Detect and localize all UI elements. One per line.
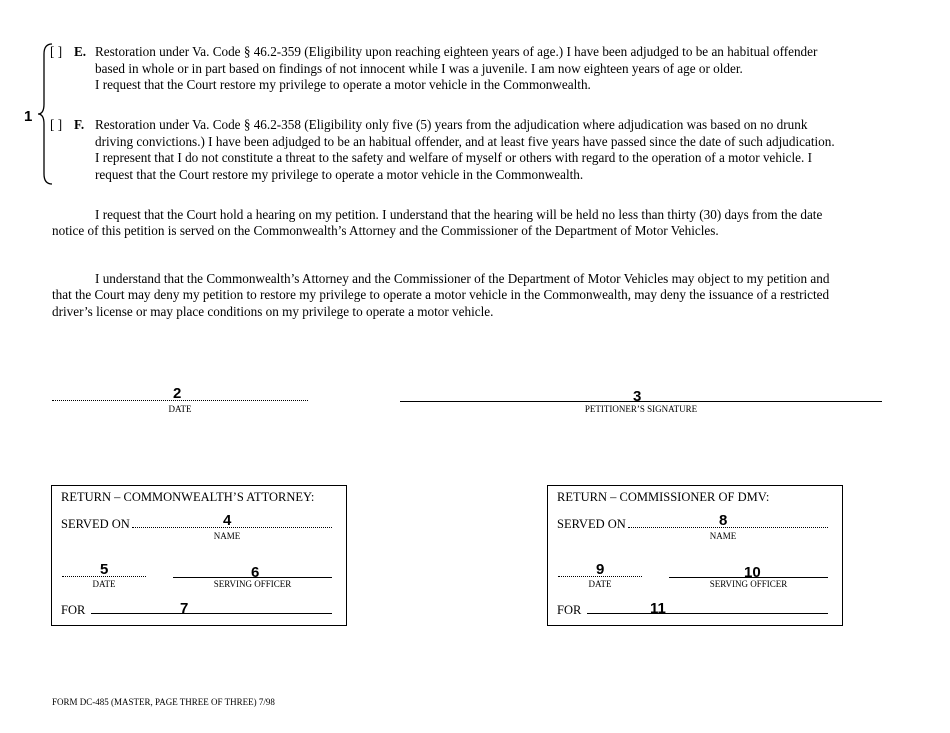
annotation-4: 4 bbox=[223, 512, 232, 529]
attorney-date-label: DATE bbox=[92, 579, 116, 589]
objection-paragraph-line: driver’s license or may place conditions on my privilege to operate a motor vehicle. bbox=[52, 304, 494, 319]
option-f-checkbox[interactable]: [ ] bbox=[50, 117, 63, 132]
option-f-text-line: I represent that I do not constitute a threat to the safety and welfare of myself or others with regard to the operation of a motor vehicle. I bbox=[95, 150, 812, 165]
option-e-text-line: I request that the Court restore my privilege to operate a motor vehicle in the Commonwealth. bbox=[95, 77, 591, 92]
petitioner-signature-line[interactable] bbox=[400, 401, 882, 402]
return-attorney-box bbox=[51, 485, 347, 626]
hearing-paragraph-line: I request that the Court hold a hearing on my petition. I understand that the hearing will be held no less than thirty (30) days from the date bbox=[95, 207, 823, 222]
objection-paragraph-line: that the Court may deny my petition to restore my privilege to operate a motor vehicle in the Commonwealth, may deny the issuance of a restricted bbox=[52, 287, 830, 302]
option-e-letter: E. bbox=[74, 44, 87, 59]
petitioner-signature-label: PETITIONER’S SIGNATURE bbox=[584, 404, 698, 414]
annotation-7: 7 bbox=[180, 600, 189, 617]
dmv-served-on-label: SERVED ON bbox=[557, 517, 626, 531]
attorney-date-input-line[interactable] bbox=[62, 576, 146, 577]
dmv-name-label: NAME bbox=[709, 531, 737, 541]
date-label: DATE bbox=[168, 404, 192, 414]
option-f-text-line: Restoration under Va. Code § 46.2-358 (Eligibility only five (5) years from the adjudication where adjudication was based on no drunk bbox=[95, 117, 808, 132]
return-attorney-title: RETURN – COMMONWEALTH’S ATTORNEY: bbox=[61, 490, 315, 504]
dmv-officer-input-line[interactable] bbox=[669, 577, 828, 578]
option-f-text-line: driving convictions.) I have been adjudged to be an habitual offender, and at least five years have passed since the date of such adjudication. bbox=[95, 134, 835, 149]
objection-paragraph-line: I understand that the Commonwealth’s Attorney and the Commissioner of the Department of Motor Vehicles may object to my petition and bbox=[95, 271, 830, 286]
attorney-name-input-line[interactable] bbox=[132, 527, 332, 528]
dmv-for-input-line[interactable] bbox=[587, 613, 828, 614]
form-footer-id: FORM DC-485 (MASTER, PAGE THREE OF THREE) 7/98 bbox=[52, 697, 275, 707]
annotation-6: 6 bbox=[251, 564, 260, 581]
option-e-checkbox[interactable]: [ ] bbox=[50, 44, 63, 59]
annotation-10: 10 bbox=[744, 564, 761, 581]
dmv-for-label: FOR bbox=[557, 603, 582, 617]
attorney-served-on-label: SERVED ON bbox=[61, 517, 130, 531]
dmv-officer-label: SERVING OFFICER bbox=[709, 579, 788, 589]
attorney-officer-label: SERVING OFFICER bbox=[213, 579, 292, 589]
annotation-5: 5 bbox=[100, 561, 109, 578]
return-dmv-box bbox=[547, 485, 843, 626]
hearing-paragraph-line: notice of this petition is served on the Commonwealth’s Attorney and the Commissioner of the Department of Motor Vehicles. bbox=[52, 223, 719, 238]
annotation-2: 2 bbox=[173, 385, 182, 402]
annotation-9: 9 bbox=[596, 561, 605, 578]
return-dmv-title: RETURN – COMMISSIONER OF DMV: bbox=[557, 490, 770, 504]
dmv-date-label: DATE bbox=[588, 579, 612, 589]
date-input-line[interactable] bbox=[52, 400, 308, 401]
option-group-brace bbox=[36, 42, 54, 186]
option-e-text-line: based in whole or in part based on findings of not innocent while I was a juvenile. I am now eighteen years of age or older. bbox=[95, 61, 743, 76]
annotation-11: 11 bbox=[650, 600, 666, 617]
attorney-for-label: FOR bbox=[61, 603, 86, 617]
dmv-date-input-line[interactable] bbox=[558, 576, 642, 577]
option-e-text-line: Restoration under Va. Code § 46.2-359 (Eligibility upon reaching eighteen years of age.) I have been adjudged to be an habitual offender bbox=[95, 44, 818, 59]
attorney-for-input-line[interactable] bbox=[91, 613, 332, 614]
attorney-officer-input-line[interactable] bbox=[173, 577, 332, 578]
annotation-8: 8 bbox=[719, 512, 728, 529]
annotation-3: 3 bbox=[633, 388, 642, 405]
dmv-name-input-line[interactable] bbox=[628, 527, 828, 528]
attorney-name-label: NAME bbox=[213, 531, 241, 541]
annotation-1: 1 bbox=[24, 108, 33, 125]
option-f-letter: F. bbox=[74, 117, 85, 132]
option-f-text-line: request that the Court restore my privilege to operate a motor vehicle in the Commonwealth. bbox=[95, 167, 584, 182]
